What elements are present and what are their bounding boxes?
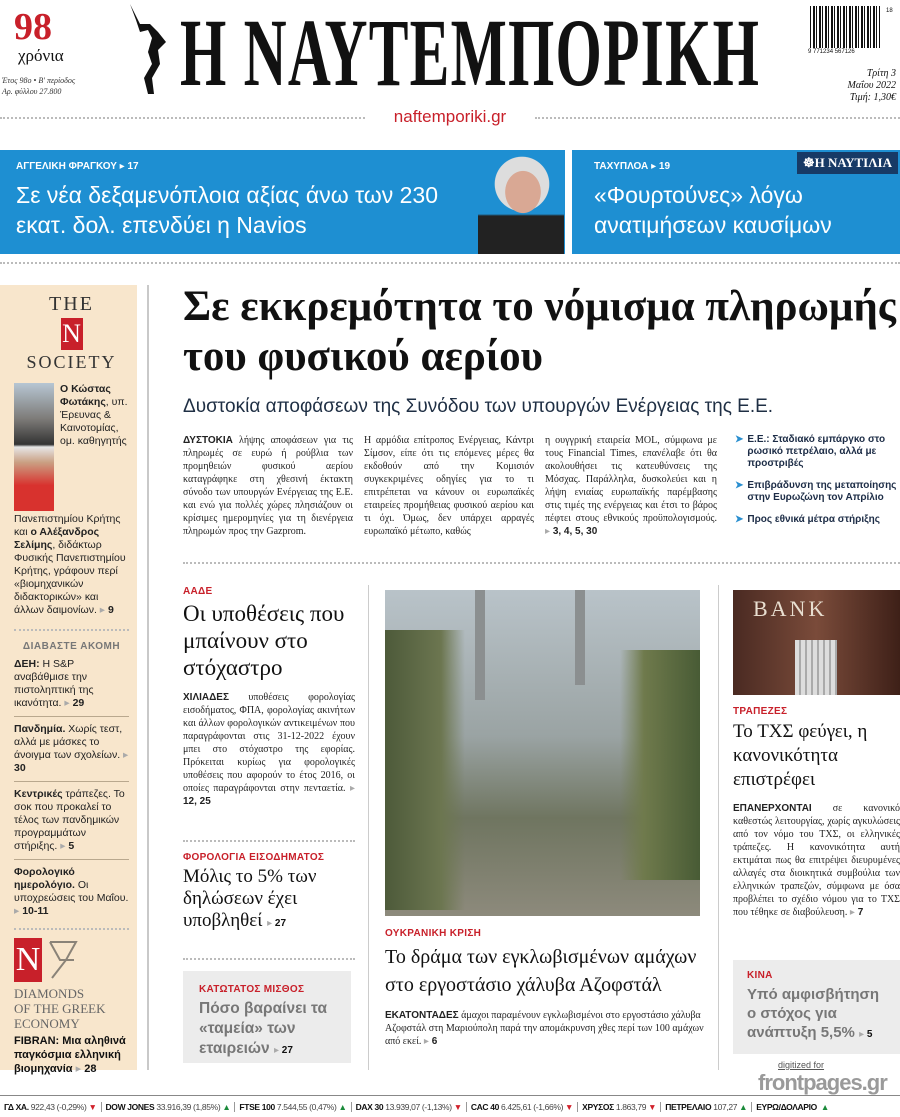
- author-photo: [478, 154, 564, 254]
- barcode: [810, 6, 880, 48]
- ship-wheel-icon: ☸: [802, 155, 815, 170]
- years-label: χρόνια: [18, 46, 64, 65]
- barcode-issue: 18: [886, 8, 893, 14]
- lead-column-2: Η αρμόδια επίτροπος Ενέργειας, Κάντρι Σίμσον, είπε ότι τις επόμενες μέρες θα εκδοθούν από την Κομισιόν συγκεκριμένες οδηγίες για το τι επιτρέπεται να κάνουν οι ευρωπαϊκές εταιρείες προμήθειας φυσικού αερίου και τι όχι. Όμως, δεν υπάρχει αρραγές ευρωπαϊκό μέτωπο, καθώς: [364, 435, 534, 537]
- aade-article[interactable]: ΑΑΔΕ Οι υποθέσεις που μπαίνουν στο στόχαστρο ΧΙΛΙΑΔΕΣ υποθέσεις φορολογίας εισοδήματος, ΦΠΑ, φορολογίας ακινήτων και άλλων φορολογικών αντικειμένων που παραγράφονται στις 31-12-2022 έχουν μπει στο στόχαστρο της εφορίας. Πρόκειται κυρίως για φορολογικές υποθέσεις που αφορούν το έτος 2016, οι οποίες παραγράφονται στην πενταετία. ▸ 12, 25: [183, 586, 355, 808]
- lead-bullets: [735, 434, 900, 526]
- ticker-item: ΓΔ ΧΑ. 922,43 (-0,29%) ▼: [0, 1102, 102, 1112]
- bullet-icon: ➤: [735, 480, 744, 491]
- watermark-line-1: digitized for: [778, 1060, 825, 1070]
- china-article[interactable]: ΚΙΝΑ Υπό αμφισβήτηση ο στόχος για ανάπτυξη 5,5% ▸ 5: [733, 960, 900, 1054]
- hermes-logo-icon: [122, 2, 172, 97]
- read-more-item[interactable]: Φορολογικό ημερολόγιο. Οι υποχρεώσεις του Μαΐου. ▸ 10-11: [14, 860, 129, 924]
- read-more-item[interactable]: Κεντρικές τράπεζες. Το σοκ που προκαλεί το τέλος των πανδημικών προγραμμάτων στήριξης. ▸ 5: [14, 782, 129, 860]
- day: Τρίτη 3: [866, 68, 896, 79]
- banner-headline: «Φουρτούνες» λόγω ανατιμήσεων καυσίμων: [594, 182, 832, 238]
- diamonds-title: DIAMONDS OF THE GREEK ECONOMY: [14, 986, 106, 1031]
- banks-article[interactable]: ΤΡΑΠΕΖΕΣ Το ΤΧΣ φεύγει, η κανονικότητα επιστρέφει ΕΠΑΝΕΡΧΟΝΤΑΙ σε κανονικό καθεστώς λειτουργίας, χωρίς αγκυλώσεις από τον νόμο του ΤΧΣ, οι ελληνικές τράπεζες. Η κανονικότητα αυτή εκτιμάται πως θα επιτρέψει διευρυμένες αλλαγές στα διοικητικά συμβούλια των ελληνικών τραπεζών, σύμφωνα με όσα προβλέπει το σχέδιο νόμου για το ΤΧΣ που τέθηκε σε διαβούλευση. ▸ 7: [733, 706, 900, 919]
- column-divider: [147, 285, 149, 1070]
- lead-column-1: ΔΥΣΤΟΚΙΑ λήψης αποφάσεων για τις πληρωμές σε ευρώ ή ρούβλια των προμηθειών φυσικού αερίου καταγράφηκε στη χθεσινή έκτακτη σύνοδο των υπουργών Ενέργειας της Ε.Ε. και ενώ για πολλές χώρες πλησιάζουν οι κρίσιμες ημερομηνίες για τη διενέργεια πληρωμών προς την Gazprom.: [183, 435, 353, 537]
- read-more-item[interactable]: ΔΕΗ: Η S&P αναβάθμισε την πιστοληπτική της ικανότητα. ▸ 29: [14, 652, 129, 717]
- read-more-list: [14, 652, 129, 924]
- bullet-icon: ➤: [735, 434, 744, 445]
- ukraine-headline: Το δράμα των εγκλωβισμένων αμάχων στο εργοστάσιο χάλυβα Αζοφστάλ: [385, 946, 697, 996]
- society-article[interactable]: Ο Κώστας Φωτάκης, υπ. Έρευνας & Καινοτομίας, ομ. καθηγητής Πανεπιστημίου Κρήτης και ο Αλέξανδρος Σελίμης, διδάκτωρ Φυσικής Πανεπιστημίου Κρήτης, γράφουν περί «βιομηχανικών διδακτορικών» και άλλων δαιμονίων. ▸ 9: [14, 383, 129, 617]
- authors-photo: [14, 383, 54, 511]
- income-tax-article[interactable]: ΦΟΡΟΛΟΓΙΑ ΕΙΣΟΔΗΜΑΤΟΣ Μόλις το 5% των δηλώσεων έχει υποβληθεί ▸ 27: [183, 852, 363, 935]
- read-more-item[interactable]: Πανδημία. Χωρίς τεστ, αλλά με μάσκες το άνοιγμα των σχολείων. ▸ 30: [14, 717, 129, 782]
- banner-page: 17: [127, 161, 139, 172]
- bullet-item[interactable]: ➤ Προς εθνικά μέτρα στήριξης: [735, 514, 880, 525]
- barcode-number: 9 771234 567126: [808, 49, 855, 55]
- banner-headline: Σε νέα δεξαμενόπλοια αξίας άνω των 230 εκατ. δολ. επενδύει η Navios: [16, 182, 439, 238]
- newspaper-title: Η ΝΑΥΤΕΜΠΟΡΙΚΗ: [180, 0, 761, 106]
- left-sidebar: [0, 285, 137, 1075]
- bullet-item[interactable]: ➤ Ε.Ε.: Σταδιακό εμπάργκο στο ρωσικό πετρέλαιο, αλλά με προστριβές: [735, 434, 886, 469]
- years-number: 98: [14, 6, 52, 48]
- banner-navios[interactable]: ΑΓΓΕΛΙΚΗ ΦΡΑΓΚΟΥ ▸ 17 Σε νέα δεξαμενόπλοια αξίας άνω των 230 εκατ. δολ. επενδύει η Navios: [0, 150, 565, 254]
- ticker-item: DAX 30 13.939,07 (-1,13%) ▼: [352, 1102, 467, 1112]
- ticker-item: ΕΥΡΩ/ΔΟΛΑΡΙΟ ▲: [756, 1101, 829, 1112]
- banner-kicker: ΑΓΓΕΛΙΚΗ ΦΡΑΓΚΟΥ: [16, 161, 117, 172]
- diamonds-article[interactable]: FIBRAN: Μια αληθινά παγκόσμια ελληνική βιομηχανία ▸ 28: [14, 1034, 129, 1076]
- nautilia-badge: ☸Η ΝΑΥΤΙΛΙΑ: [797, 152, 898, 174]
- ticker-item: ΠΕΤΡΕΛΑΙΟ 107,27 ▲: [661, 1102, 752, 1112]
- banner-page: 19: [658, 161, 671, 172]
- lead-headline[interactable]: Σε εκκρεμότητα το νόμισμα πληρωμής του φυσικού αερίου: [183, 283, 896, 380]
- diamond-icon: [46, 938, 80, 982]
- society-top: THE: [49, 293, 94, 315]
- bullet-item[interactable]: ➤ Επιβράδυνση της μεταποίησης στην Ευρωζώνη τον Απρίλιο: [735, 480, 897, 503]
- market-ticker: [0, 1095, 900, 1117]
- diamonds-logo: N: [14, 938, 129, 982]
- lead-subtitle: Δυστοκία αποφάσεων της Συνόδου των υπουργών Ενέργειας της Ε.Ε.: [183, 396, 774, 417]
- society-logo: N: [62, 319, 81, 348]
- ticker-item: CAC 40 6.425,61 (-1,66%) ▼: [467, 1102, 578, 1112]
- issue-line-2: Αρ. φύλλου 27.800: [2, 87, 62, 96]
- society-bottom: SOCIETY: [26, 352, 117, 372]
- issue-date: [848, 68, 896, 104]
- bank-photo: BANK: [733, 590, 900, 695]
- min-wage-article[interactable]: ΚΑΤΩΤΑΤΟΣ ΜΙΣΘΟΣ Πόσο βαραίνει τα «ταμεία» των εταιρειών ▸ 27: [183, 971, 351, 1063]
- banner-kicker: ΤΑΧΥΠΛΟΑ: [594, 161, 649, 172]
- lead-column-3: η ουγγρική εταιρεία MOL, σύμφωνα με τους Financial Times, επανέλαβε ότι θα ακολουθήσει τις κατευθύνσεις της Μόσχας. Παράλληλα, δυσκολεύει και η λήψη ενιαίας ευρωπαϊκής παρέμβασης στις τιμές της ενέργειας και έτσι το βάρος πέφτει στους εθνικούς προϋπολογισμούς. ▸ 3, 4, 5, 30: [545, 434, 717, 538]
- bullet-icon: ➤: [735, 514, 744, 525]
- website-link[interactable]: naftemporiki.gr: [393, 107, 507, 126]
- month-year: Μαΐου 2022: [847, 80, 896, 91]
- price: Τιμή: 1,30€: [849, 92, 896, 103]
- watermark-line-2: frontpages.gr: [758, 1070, 887, 1095]
- read-more-heading: ΔΙΑΒΑΣΤΕ ΑΚΟΜΗ: [22, 641, 121, 652]
- azovstal-photo: [385, 590, 700, 916]
- ticker-item: DOW JONES 33.916,39 (1,85%) ▲: [102, 1102, 236, 1112]
- aade-headline: Οι υποθέσεις που μπαίνουν στο στόχαστρο: [183, 601, 345, 680]
- ticker-item: ΧΡΥΣΟΣ 1.863,79 ▼: [578, 1102, 661, 1112]
- ticker-item: FTSE 100 7.544,55 (0,47%) ▲: [235, 1102, 351, 1112]
- issue-line-1: Έτος 98ο • Β' περίοδος: [2, 76, 76, 85]
- banner-fuel[interactable]: ΤΑΧΥΠΛΟΑ ▸ 19 ☸Η ΝΑΥΤΙΛΙΑ «Φουρτούνες» λόγω ανατιμήσεων καυσίμων: [572, 150, 900, 254]
- ukraine-article[interactable]: ΟΥΚΡΑΝΙΚΗ ΚΡΙΣΗ Το δράμα των εγκλωβισμένων αμάχων στο εργοστάσιο χάλυβα Αζοφστάλ ΕΚΑΤΟΝΤΑΔΕΣ άμαχοι παραμένουν εγκλωβισμένοι στο εργοστάσιο χάλυβα Αζοφστάλ στη Μαριούπολη παρά την απομάκρυνση χθες περί των 100 αμάχων από εκεί. ▸ 6: [385, 928, 705, 1048]
